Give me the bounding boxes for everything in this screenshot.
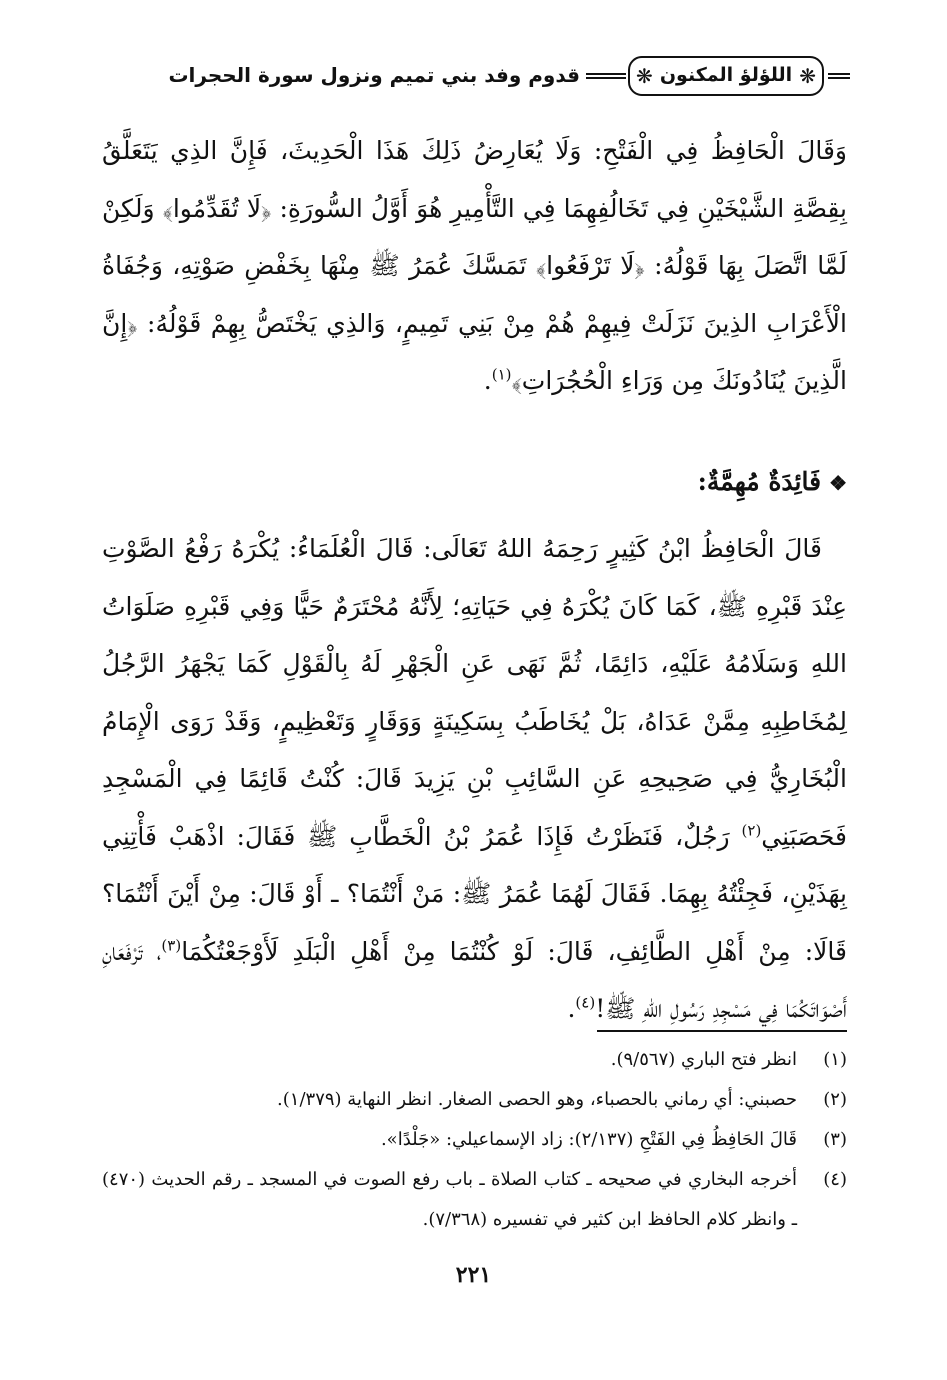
body-paragraph-1 [102, 122, 847, 410]
footnote-item [102, 1040, 847, 1080]
footnote-ref-3: (٣) [161, 936, 182, 955]
footnote-number: (١) [823, 1049, 847, 1070]
paragraph-text: رَجُلٌ، فَنَظَرْتُ فَإِذَا عُمَرُ بْنُ الْخَطَّابِ ﷺ فَقَالَ: اذْهَبْ فَأْتِنِي بِهَذَيْنِ، فَجِئْتُهُ بِهِمَا. فَقَالَ لَهُمَا عُمَرُ ﷺ: مَنْ أَنْتُمَا؟ ـ أَوْ قَالَ: مِنْ أَيْنَ أَنْتُمَا؟ قَالَا: مِنْ أَهْلِ الطَّائِفِ، قَالَ: لَوْ كُنْتُمَا مِنْ أَهْلِ الْبَلَدِ لَأَوْجَعْتُكُمَا [102, 821, 847, 966]
paragraph-text: ، تَرْفَعَانِ أَصْوَاتَكُمَا فِي مَسْجِدِ رَسُولِ اللهِ ﷺ! [102, 936, 847, 1023]
running-header [100, 56, 850, 96]
footnote-ref-1: (١) [491, 365, 512, 384]
paragraph-end: . [567, 994, 576, 1023]
ornament-icon: ❋ [636, 64, 653, 88]
footnote-item [102, 1120, 847, 1160]
footnote-text: قَالَ الحَافِظُ فِي الفَتْحِ (٢/١٣٧): زاد الإسماعيلي: «جَلْدًا». [380, 1129, 797, 1150]
header-book-title: اللؤلؤ المكنون [659, 64, 793, 86]
header-rule-right [828, 73, 850, 79]
paragraph-end: . [483, 366, 492, 395]
diamond-bullet-icon: ❖ [829, 471, 847, 495]
footnote-number: (٣) [823, 1129, 847, 1150]
footnote-ref-2: (٢) [741, 821, 762, 840]
ornament-icon: ❋ [799, 64, 816, 88]
body-paragraph-2 [102, 520, 847, 1038]
footnote-separator [597, 1030, 847, 1032]
paragraph-text: قَالَ الْحَافِظُ ابْنُ كَثِيرٍ رَحِمَهُ اللهُ تَعَالَى: قَالَ الْعُلَمَاءُ: يُكْرَهُ رَفْعُ الصَّوْتِ عِنْدَ قَبْرِهِ ﷺ، كَمَا كَانَ يُكْرَهُ فِي حَيَاتِهِ؛ لِأَنَّهُ مُحْتَرَمٌ حَيًّا وَفِي قَبْرِهِ صَلَوَاتُ اللهِ وَسَلَامُهُ عَلَيْهِ، دَائِمًا، ثُمَّ نَهَى عَنِ الْجَهْرِ لَهُ بِالْقَوْلِ كَمَا يَجْهَرُ الرَّجُلُ لِمُخَاطِبِهِ مِمَّنْ عَدَاهُ، بَلْ يُخَاطَبُ بِسَكِينَةٍ وَوَقَارٍ وَتَعْظِيمٍ، وَقَدْ رَوَى الْإِمَامُ الْبُخَارِيُّ فِي صَحِيحِهِ عَنِ السَّائِبِ بْنِ يَزِيدَ قَالَ: كُنْتُ قَائِمًا فِي الْمَسْجِدِ فَحَصَبَنِي [102, 534, 847, 851]
header-book-title-cartouche [628, 56, 824, 96]
footnote-text: انظر فتح الباري (٩/٥٦٧). [610, 1049, 797, 1070]
footnote-number: (٤) [823, 1169, 847, 1190]
note-heading-text: فَائِدَةٌ مُهِمَّةٌ: [697, 467, 822, 496]
page-number: ٢٢١ [455, 1262, 492, 1288]
footnote-text: أخرجه البخاري في صحيحه ـ كتاب الصلاة ـ باب رفع الصوت في المسجد ـ رقم الحديث (٤٧٠) ـ وانظر كلام الحافظ ابن كثير في تفسيره (٧/٣٦٨). [102, 1169, 797, 1230]
note-heading [698, 462, 847, 503]
footnote-ref-4: (٤) [575, 993, 596, 1012]
header-rule-middle [586, 73, 626, 79]
footnote-item [102, 1160, 847, 1240]
paragraph-text: وَقَالَ الْحَافِظُ فِي الْفَتْحِ: وَلَا يُعَارِضُ ذَلِكَ هَذَا الْحَدِيثَ، فَإِنَّ الذِي يَتَعَلَّقُ بِقِصَّةِ الشَّيْخَيْنِ فِي تَخَالُفِهِمَا فِي التَّأْمِيرِ هُوَ أَوَّلُ السُّورَةِ: ﴿لَا تُقَدِّمُوا﴾ وَلَكِنْ لَمَّا اتَّصَلَ بِهَا قَوْلُهُ: ﴿لَا تَرْفَعُوا﴾ تَمَسَّكَ عُمَرُ ﷺ مِنْهَا بِخَفْضِ صَوْتِهِ، وَجُفَاةُ الْأَعْرَابِ الذِينَ نَزَلَتْ فِيهِمْ هُمْ مِنْ بَنِي تَمِيمٍ، وَالذِي يَخْتَصُّ بِهِمْ قَوْلُهُ: ﴿إِنَّ الَّذِينَ يُنَادُونَكَ مِن وَرَاءِ الْحُجُرَاتِ﴾ [102, 136, 847, 395]
footnote-text: حصبني: أي رماني بالحصباء، وهو الحصى الصغار. انظر النهاية (١/٣٧٩). [277, 1089, 797, 1110]
footnote-item [102, 1080, 847, 1120]
footnotes [102, 1040, 847, 1240]
header-chapter-title: قدوم وفد بني تميم ونزول سورة الحجرات [168, 63, 580, 87]
footnote-number: (٢) [823, 1089, 847, 1110]
